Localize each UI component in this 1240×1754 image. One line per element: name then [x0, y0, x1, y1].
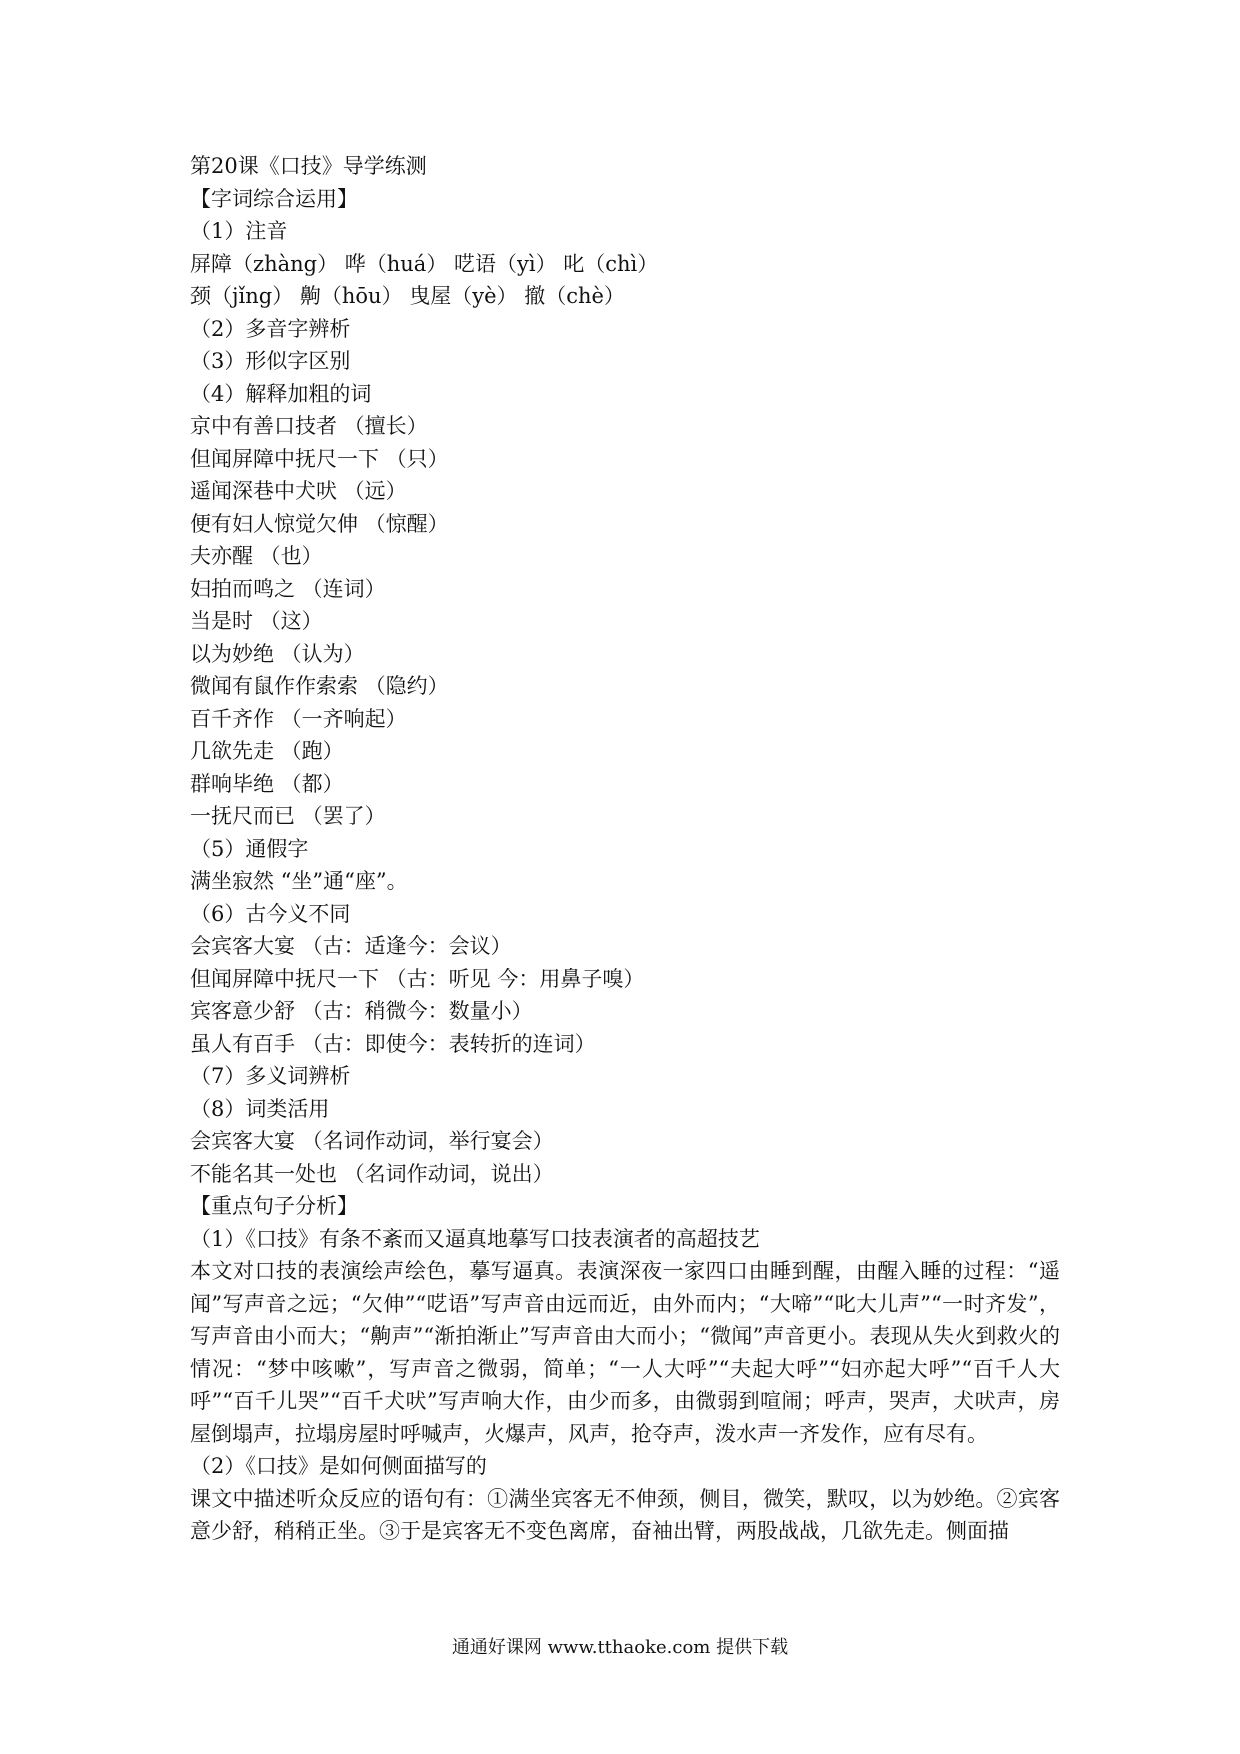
subheading-tongjia: （5）通假字	[190, 836, 309, 861]
gujin-item: 会宾客大宴 （古：适逢今：会议）	[190, 934, 512, 958]
page-footer: 通通好课网 www.tthaoke.com 提供下载	[451, 1637, 789, 1658]
definition-item: 百千齐作 （一齐响起）	[190, 706, 407, 731]
definition-item: 京中有善口技者 （擅长）	[190, 414, 428, 438]
definition-item: 以为妙绝 （认为）	[190, 641, 365, 666]
section-heading-vocabulary: 【字词综合运用】	[190, 186, 358, 211]
pinyin-line: 屏障（zhàng） 哗（huá） 呓语（yì） 叱（chì）	[190, 251, 659, 276]
definition-item: 夫亦醒 （也）	[190, 544, 323, 568]
analysis-paragraph-2: 课文中描述听众反应的语句有：①满坐宾客无不伸颈，侧目，微笑，默叹，以为妙绝。②宾客意少舒，稍稍正坐。③于是宾客无不变色离席，奋袖出臂，两股战战，几欲先走。侧面描	[190, 1486, 1060, 1543]
definition-item: 当是时 （这）	[190, 609, 323, 633]
definition-item: 一抚尺而已 （罢了）	[190, 804, 386, 828]
pinyin-line: 颈（jǐng） 齁（hōu） 曳屋（yè） 撤（chè）	[190, 284, 625, 308]
subheading-pronunciation: （1）注音	[190, 219, 288, 243]
analysis-paragraph-1: 本文对口技的表演绘声绘色，摹写逼真。表演深夜一家四口由睡到醒，由醒入睡的过程：“遥闻”写声音之远；“欠伸”“呓语”写声音由远而近，由外而内；“大啼”“叱大儿声”“一时齐发”，写声音由小而大；“齁声”“渐拍渐止”写声音由大而小；“微闻”声音更小。表现从失火到救火的情况：“梦中咳嗽”，写声音之微弱，简单；“一人大呼”“夫起大呼”“妇亦起大呼”“百千人大呼”“百千儿哭”“百千犬吠”写声响大作，由少而多，由微弱到喧闹；呼声，哭声，犬吠声，房屋倒塌声，拉塌房屋时呼喊声，火爆声，风声，抢夺声，泼水声一齐发作，应有尽有。	[190, 1259, 1060, 1446]
section-heading-key-sentences: 【重点句子分析】	[190, 1194, 358, 1218]
subheading-analysis-2: （2）《口技》是如何侧面描写的	[190, 1454, 487, 1478]
cilei-item: 会宾客大宴 （名词作动词，举行宴会）	[190, 1129, 554, 1153]
definition-item: 便有妇人惊觉欠伸 （惊醒）	[190, 511, 449, 536]
document-title: 第20课《口技》导学练测	[190, 154, 427, 178]
subheading-analysis-1: （1）《口技》有条不紊而又逼真地摹写口技表演者的高超技艺	[190, 1226, 760, 1251]
definition-item: 但闻屏障中抚尺一下 （只）	[190, 446, 449, 471]
tongjia-item: 满坐寂然 “坐”通“座”。	[190, 869, 408, 893]
gujin-item: 但闻屏障中抚尺一下 （古：听见 今：用鼻子嗅）	[190, 966, 645, 991]
gujin-item: 虽人有百手 （古：即使今：表转折的连词）	[190, 1031, 596, 1056]
definition-item: 遥闻深巷中犬吠 （远）	[190, 479, 407, 503]
subheading-polysemy: （7）多义词辨析	[190, 1064, 351, 1088]
subheading-ancient-modern: （6）古今义不同	[190, 901, 351, 926]
subheading-word-class: （8）词类活用	[190, 1096, 330, 1121]
subheading-definitions: （4）解释加粗的词	[190, 381, 372, 406]
document-body	[190, 150, 1060, 1548]
cilei-item: 不能名其一处也 （名词作动词，说出）	[190, 1161, 554, 1186]
definition-item: 微闻有鼠作作索索 （隐约）	[190, 674, 449, 698]
subheading-similar-characters: （3）形似字区别	[190, 349, 351, 373]
gujin-item: 宾客意少舒 （古：稍微今：数量小）	[190, 999, 533, 1023]
definition-item: 几欲先走 （跑）	[190, 739, 344, 763]
definition-item: 群响毕绝 （都）	[190, 771, 344, 796]
subheading-polyphonic: （2）多音字辨析	[190, 316, 351, 341]
definition-item: 妇拍而鸣之 （连词）	[190, 576, 386, 601]
